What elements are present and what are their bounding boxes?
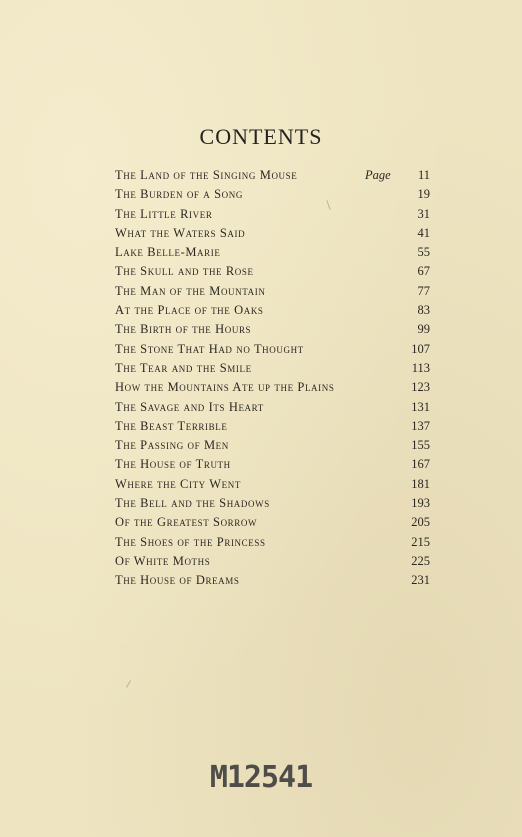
toc-entry-title: The Beast Terrible <box>115 418 228 433</box>
toc-entry-page: 77 <box>417 283 430 298</box>
paper-speck <box>126 680 131 687</box>
toc-entry-page: 137 <box>411 418 430 433</box>
toc-entry-page: 113 <box>411 360 430 375</box>
contents-heading: CONTENTS <box>199 124 323 149</box>
toc-entry-title: The House of Dreams <box>115 573 240 588</box>
toc-entry-page: 19 <box>417 187 430 202</box>
toc-entry-page: 55 <box>417 245 430 260</box>
toc-entry <box>115 359 435 378</box>
toc-entry-title: The Passing of Men <box>115 438 229 453</box>
toc-entry <box>115 205 435 224</box>
toc-entry-title: The Skull and the Rose <box>115 264 254 279</box>
toc-entry-page: 41 <box>417 225 430 240</box>
toc-entry <box>115 513 435 532</box>
toc-entry <box>115 475 435 494</box>
toc-entry-page: 205 <box>411 515 430 530</box>
toc-entry-page: 131 <box>411 399 430 414</box>
toc-entry-page: 225 <box>411 553 430 568</box>
toc-entry <box>115 301 435 320</box>
toc-entry-title: Of White Moths <box>115 553 211 568</box>
toc-entry-page: 99 <box>417 322 430 337</box>
toc-entry <box>115 340 435 359</box>
page-column-label: Page <box>365 168 391 182</box>
toc-entry <box>115 378 435 397</box>
toc-entry-page: 11 <box>417 168 430 182</box>
toc-entry-title: The Shoes of the Princess <box>115 534 266 549</box>
library-stamp: M12541 <box>209 760 313 795</box>
toc-entry-page: 83 <box>417 303 430 318</box>
toc-entry <box>115 282 435 301</box>
toc-entry-title: At the Place of the Oaks <box>115 303 264 318</box>
toc-entry <box>115 166 435 185</box>
toc-entry <box>115 533 435 552</box>
toc-entry-page: 155 <box>411 438 430 453</box>
toc-entry-title: The Land of the Singing Mouse <box>115 168 298 182</box>
toc-entry-title: The Little River <box>115 206 213 221</box>
toc-entry <box>115 552 435 571</box>
toc-entry-page: 67 <box>417 264 430 279</box>
toc-entry-title: The Bell and the Shadows <box>115 496 270 511</box>
toc-entry-page: 215 <box>411 534 430 549</box>
toc-entry-title: The Tear and the Smile <box>115 360 252 375</box>
toc-entry-page: 107 <box>411 341 430 356</box>
toc-entry <box>115 243 435 262</box>
toc-entry-title: The Stone That Had no Thought <box>115 341 304 356</box>
toc-entry <box>115 417 435 436</box>
toc-entry-page: 231 <box>411 573 430 588</box>
toc-entry <box>115 455 435 474</box>
toc-entry <box>115 262 435 281</box>
toc-entry-title: The Burden of a Song <box>115 187 243 202</box>
toc-entry <box>115 320 435 339</box>
toc-entry-title: The Birth of the Hours <box>115 322 252 337</box>
toc-entry <box>115 494 435 513</box>
table-of-contents <box>115 166 435 591</box>
toc-entry-title: What the Waters Said <box>115 225 246 240</box>
toc-entry-page: 181 <box>411 476 430 491</box>
toc-entry-page: 31 <box>417 206 430 221</box>
toc-entry-title: The Man of the Mountain <box>115 283 266 298</box>
toc-entry-title: How the Mountains Ate up the Plains <box>115 380 335 395</box>
toc-entry-title: Of the Greatest Sorrow <box>115 515 258 530</box>
toc-entry-title: Where the City Went <box>115 476 241 491</box>
toc-entry <box>115 398 435 417</box>
toc-entry-page: 167 <box>411 457 430 472</box>
toc-entry-page: 123 <box>411 380 430 395</box>
toc-entry <box>115 224 435 243</box>
toc-entry-title: The Savage and Its Heart <box>115 399 264 414</box>
toc-entry-title: Lake Belle-Marie <box>115 245 221 260</box>
toc-entry <box>115 185 435 204</box>
toc-entry <box>115 571 435 590</box>
toc-entry-page: 193 <box>411 496 430 511</box>
toc-entry-title: The House of Truth <box>115 457 231 472</box>
toc-entry <box>115 436 435 455</box>
